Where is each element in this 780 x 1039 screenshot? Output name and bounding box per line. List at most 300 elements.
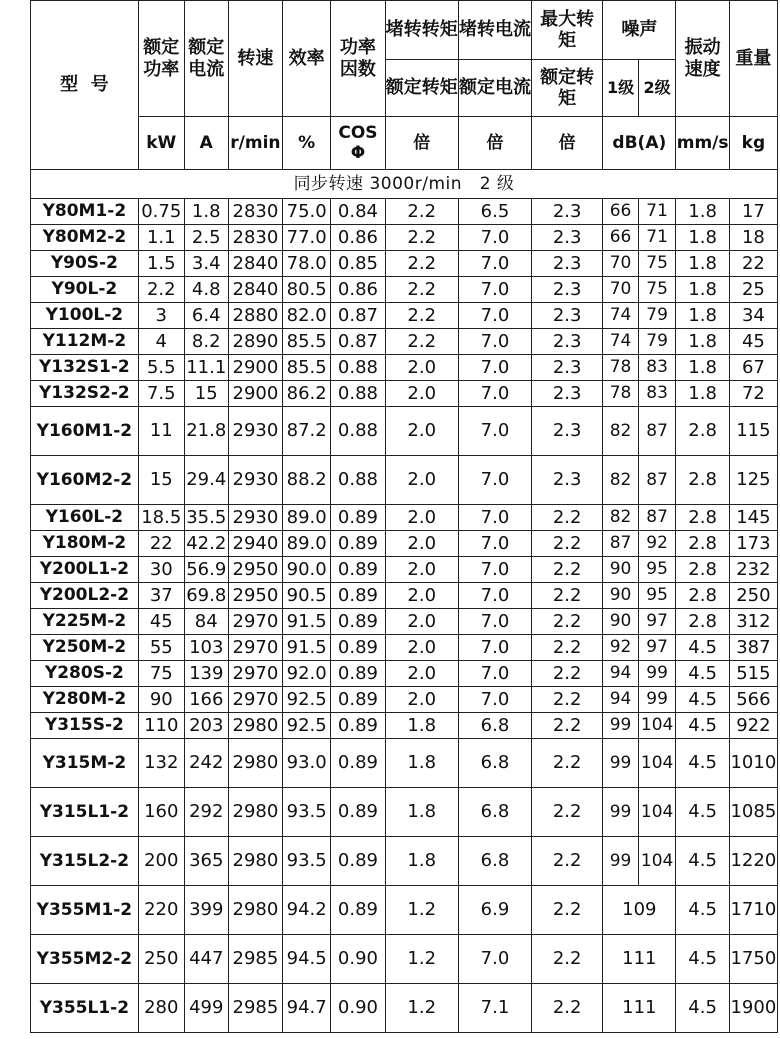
cell-vibration: 1.8 [676,199,729,225]
cell-power: 220 [138,886,184,935]
cell-efficiency: 78.0 [283,251,331,277]
cell-vibration: 2.8 [676,609,729,635]
cell-speed: 2980 [228,886,282,935]
cell-power: 11 [138,407,184,456]
cell-speed: 2970 [228,609,282,635]
cell-weight: 515 [729,661,777,687]
cell-weight: 1220 [729,837,777,886]
cell-weight: 1010 [729,739,777,788]
cell-power-factor: 0.90 [331,984,385,1033]
table-row [31,984,778,1033]
cell-vibration: 2.8 [676,583,729,609]
cell-max-torque: 2.3 [532,277,603,303]
cell-power-factor: 0.90 [331,935,385,984]
cell-speed: 2980 [228,739,282,788]
cell-locked-current: 7.0 [458,303,531,329]
cell-speed: 2950 [228,557,282,583]
cell-current: 21.8 [184,407,228,456]
cell-noise-grade-2: 75 [638,277,676,303]
cell-weight: 387 [729,635,777,661]
cell-power-factor: 0.87 [331,303,385,329]
cell-noise-grade-2: 104 [638,713,676,739]
cell-model: Y160M1-2 [31,407,139,456]
cell-locked-torque: 1.2 [385,984,458,1033]
cell-weight: 115 [729,407,777,456]
header-power-factor: 功率因数 [331,1,385,117]
cell-locked-torque: 2.0 [385,557,458,583]
cell-current: 29.4 [184,456,228,505]
cell-max-torque: 2.2 [532,984,603,1033]
cell-current: 1.8 [184,199,228,225]
cell-noise-grade-1: 99 [603,713,639,739]
cell-model: Y280M-2 [31,687,139,713]
table-row [31,557,778,583]
cell-power-factor: 0.89 [331,713,385,739]
cell-power: 75 [138,661,184,687]
cell-locked-torque: 2.0 [385,661,458,687]
cell-speed: 2970 [228,635,282,661]
cell-power-factor: 0.88 [331,355,385,381]
cell-efficiency: 85.5 [283,329,331,355]
cell-vibration: 1.8 [676,251,729,277]
cell-power-factor: 0.89 [331,609,385,635]
cell-efficiency: 90.0 [283,557,331,583]
cell-noise-grade-1: 82 [603,407,639,456]
cell-weight: 17 [729,199,777,225]
cell-model: Y90S-2 [31,251,139,277]
cell-efficiency: 89.0 [283,531,331,557]
cell-speed: 2970 [228,661,282,687]
cell-locked-current: 7.1 [458,984,531,1033]
cell-speed: 2890 [228,329,282,355]
cell-noise-grade-1: 66 [603,225,639,251]
header-speed: 转速 [228,1,282,117]
header-model: 型 号 [31,1,139,170]
cell-noise-grade-2: 75 [638,251,676,277]
cell-locked-current: 7.0 [458,355,531,381]
unit-speed: r/min [228,117,282,170]
cell-locked-torque: 1.8 [385,837,458,886]
unit-power: kW [138,117,184,170]
cell-max-torque: 2.3 [532,329,603,355]
cell-vibration: 2.8 [676,407,729,456]
cell-noise-grade-1: 74 [603,329,639,355]
cell-power: 45 [138,609,184,635]
table-row [31,251,778,277]
cell-efficiency: 88.2 [283,456,331,505]
cell-noise-grade-2: 104 [638,739,676,788]
cell-locked-current: 6.8 [458,837,531,886]
table-row [31,886,778,935]
cell-efficiency: 80.5 [283,277,331,303]
table-body [31,170,778,1033]
cell-power-factor: 0.89 [331,531,385,557]
cell-power: 1.1 [138,225,184,251]
cell-max-torque: 2.2 [532,583,603,609]
cell-speed: 2900 [228,355,282,381]
cell-power-factor: 0.88 [331,407,385,456]
cell-speed: 2985 [228,984,282,1033]
cell-noise-grade-1: 92 [603,635,639,661]
cell-model: Y160M2-2 [31,456,139,505]
cell-vibration: 1.8 [676,381,729,407]
cell-speed: 2930 [228,505,282,531]
unit-vibration: mm/s [676,117,729,170]
cell-power-factor: 0.87 [331,329,385,355]
cell-noise-grade-2: 71 [638,199,676,225]
cell-current: 2.5 [184,225,228,251]
cell-model: Y132S1-2 [31,355,139,381]
cell-power: 15 [138,456,184,505]
cell-max-torque: 2.3 [532,225,603,251]
cell-max-torque: 2.2 [532,788,603,837]
cell-noise-grade-1: 99 [603,739,639,788]
cell-locked-torque: 1.8 [385,788,458,837]
cell-locked-torque: 2.0 [385,456,458,505]
cell-power-factor: 0.89 [331,687,385,713]
header-weight: 重量 [729,1,777,117]
header-ratio-max: 额定转矩 [532,60,603,117]
cell-noise-grade-1: 78 [603,381,639,407]
cell-locked-torque: 2.2 [385,329,458,355]
table-row [31,687,778,713]
cell-locked-torque: 2.0 [385,531,458,557]
table-row [31,583,778,609]
cell-efficiency: 91.5 [283,609,331,635]
table-row [31,199,778,225]
cell-noise-grade-1: 90 [603,583,639,609]
cell-max-torque: 2.2 [532,635,603,661]
cell-power-factor: 0.89 [331,837,385,886]
table-row [31,635,778,661]
cell-max-torque: 2.2 [532,557,603,583]
cell-vibration: 1.8 [676,303,729,329]
header-ratio-current: 额定电流 [458,60,531,117]
cell-max-torque: 2.3 [532,251,603,277]
cell-weight: 22 [729,251,777,277]
cell-weight: 1900 [729,984,777,1033]
cell-vibration: 4.5 [676,984,729,1033]
cell-max-torque: 2.2 [532,935,603,984]
cell-efficiency: 94.2 [283,886,331,935]
cell-locked-current: 7.0 [458,225,531,251]
cell-locked-current: 7.0 [458,661,531,687]
cell-locked-torque: 2.0 [385,505,458,531]
cell-locked-current: 7.0 [458,329,531,355]
cell-locked-current: 7.0 [458,687,531,713]
cell-vibration: 1.8 [676,355,729,381]
cell-max-torque: 2.3 [532,407,603,456]
table-row [31,609,778,635]
table-row [31,713,778,739]
unit-locked-current: 倍 [458,117,531,170]
table-row [31,505,778,531]
cell-speed: 2930 [228,456,282,505]
cell-model: Y200L1-2 [31,557,139,583]
cell-model: Y225M-2 [31,609,139,635]
cell-noise-grade-2: 104 [638,788,676,837]
cell-power-factor: 0.89 [331,583,385,609]
cell-speed: 2930 [228,407,282,456]
cell-efficiency: 75.0 [283,199,331,225]
cell-model: Y355L1-2 [31,984,139,1033]
cell-locked-torque: 2.2 [385,303,458,329]
table-row [31,456,778,505]
cell-noise-grade-1: 94 [603,687,639,713]
cell-locked-current: 7.0 [458,635,531,661]
cell-locked-current: 6.9 [458,886,531,935]
cell-weight: 45 [729,329,777,355]
cell-weight: 72 [729,381,777,407]
unit-weight: kg [729,117,777,170]
cell-weight: 250 [729,583,777,609]
cell-current: 35.5 [184,505,228,531]
cell-locked-current: 6.8 [458,739,531,788]
cell-max-torque: 2.2 [532,837,603,886]
cell-locked-current: 7.0 [458,531,531,557]
cell-max-torque: 2.2 [532,505,603,531]
cell-current: 69.8 [184,583,228,609]
cell-power: 3 [138,303,184,329]
cell-power: 37 [138,583,184,609]
cell-current: 499 [184,984,228,1033]
cell-noise: 111 [603,984,676,1033]
cell-max-torque: 2.2 [532,531,603,557]
table-row [31,407,778,456]
table-row [31,531,778,557]
cell-current: 103 [184,635,228,661]
cell-speed: 2880 [228,303,282,329]
cell-max-torque: 2.2 [532,661,603,687]
cell-vibration: 4.5 [676,687,729,713]
cell-speed: 2985 [228,935,282,984]
cell-locked-torque: 2.0 [385,355,458,381]
cell-power: 55 [138,635,184,661]
cell-noise-grade-1: 82 [603,505,639,531]
header-efficiency: 效率 [283,1,331,117]
cell-power: 2.2 [138,277,184,303]
motor-spec-table [30,0,778,1033]
cell-weight: 145 [729,505,777,531]
cell-current: 292 [184,788,228,837]
cell-noise-grade-1: 70 [603,251,639,277]
cell-efficiency: 94.7 [283,984,331,1033]
cell-noise-grade-1: 66 [603,199,639,225]
section-label: 同步转速 3000r/min 2 级 [31,170,778,199]
cell-locked-torque: 2.2 [385,225,458,251]
cell-noise-grade-2: 104 [638,837,676,886]
cell-power: 1.5 [138,251,184,277]
cell-locked-current: 7.0 [458,557,531,583]
header-ratio-torque: 额定转矩 [385,60,458,117]
cell-noise-grade-2: 83 [638,381,676,407]
cell-model: Y200L2-2 [31,583,139,609]
cell-efficiency: 92.5 [283,687,331,713]
cell-current: 166 [184,687,228,713]
cell-power: 200 [138,837,184,886]
cell-power-factor: 0.89 [331,635,385,661]
cell-current: 447 [184,935,228,984]
cell-noise-grade-1: 99 [603,788,639,837]
cell-locked-torque: 2.0 [385,583,458,609]
cell-model: Y112M-2 [31,329,139,355]
cell-current: 84 [184,609,228,635]
cell-speed: 2940 [228,531,282,557]
cell-noise-grade-2: 71 [638,225,676,251]
cell-power: 250 [138,935,184,984]
cell-vibration: 4.5 [676,837,729,886]
table-row [31,837,778,886]
cell-power-factor: 0.88 [331,381,385,407]
header-noise: 噪声 [603,1,676,60]
cell-noise-grade-2: 83 [638,355,676,381]
cell-locked-current: 6.8 [458,788,531,837]
cell-model: Y315S-2 [31,713,139,739]
cell-efficiency: 92.5 [283,713,331,739]
cell-noise-grade-1: 70 [603,277,639,303]
cell-efficiency: 86.2 [283,381,331,407]
cell-power: 30 [138,557,184,583]
cell-model: Y315L1-2 [31,788,139,837]
cell-power-factor: 0.89 [331,661,385,687]
table-row [31,355,778,381]
cell-speed: 2980 [228,837,282,886]
cell-efficiency: 91.5 [283,635,331,661]
cell-efficiency: 94.5 [283,935,331,984]
cell-vibration: 2.8 [676,505,729,531]
table-row [31,935,778,984]
cell-vibration: 2.8 [676,456,729,505]
cell-vibration: 1.8 [676,225,729,251]
cell-efficiency: 87.2 [283,407,331,456]
cell-noise-grade-2: 97 [638,609,676,635]
cell-noise-grade-2: 79 [638,303,676,329]
table-row [31,303,778,329]
cell-weight: 18 [729,225,777,251]
cell-locked-current: 7.0 [458,583,531,609]
cell-noise-grade-1: 99 [603,837,639,886]
table-row [31,225,778,251]
cell-power-factor: 0.86 [331,277,385,303]
cell-power: 0.75 [138,199,184,225]
header-max-torque: 最大转矩 [532,1,603,60]
header-current: 额定电流 [184,1,228,117]
cell-speed: 2970 [228,687,282,713]
cell-efficiency: 92.0 [283,661,331,687]
table-header [31,1,778,170]
cell-model: Y90L-2 [31,277,139,303]
cell-speed: 2980 [228,713,282,739]
cell-max-torque: 2.2 [532,687,603,713]
cell-max-torque: 2.3 [532,456,603,505]
cell-power: 4 [138,329,184,355]
unit-efficiency: % [283,117,331,170]
cell-power: 90 [138,687,184,713]
cell-max-torque: 2.2 [532,713,603,739]
cell-current: 3.4 [184,251,228,277]
cell-model: Y250M-2 [31,635,139,661]
unit-locked-torque: 倍 [385,117,458,170]
cell-power-factor: 0.84 [331,199,385,225]
header-power: 额定功率 [138,1,184,117]
cell-weight: 125 [729,456,777,505]
table-row [31,739,778,788]
cell-locked-torque: 2.2 [385,199,458,225]
cell-noise-grade-1: 87 [603,531,639,557]
cell-current: 399 [184,886,228,935]
cell-efficiency: 89.0 [283,505,331,531]
cell-locked-current: 7.0 [458,609,531,635]
cell-power-factor: 0.89 [331,739,385,788]
header-noise-grade-1: 1级 [603,60,639,117]
cell-efficiency: 90.5 [283,583,331,609]
cell-model: Y280S-2 [31,661,139,687]
cell-noise-grade-1: 74 [603,303,639,329]
unit-current: A [184,117,228,170]
cell-locked-torque: 1.2 [385,886,458,935]
cell-locked-current: 7.0 [458,277,531,303]
cell-max-torque: 2.3 [532,381,603,407]
header-noise-grade-2: 2级 [638,60,676,117]
cell-model: Y100L-2 [31,303,139,329]
cell-noise-grade-2: 87 [638,505,676,531]
cell-efficiency: 85.5 [283,355,331,381]
cell-model: Y355M2-2 [31,935,139,984]
cell-power: 22 [138,531,184,557]
cell-power: 5.5 [138,355,184,381]
cell-locked-current: 6.8 [458,713,531,739]
cell-noise-grade-2: 95 [638,583,676,609]
cell-noise-grade-2: 97 [638,635,676,661]
cell-efficiency: 77.0 [283,225,331,251]
table-row [31,277,778,303]
cell-weight: 232 [729,557,777,583]
cell-noise-grade-2: 99 [638,687,676,713]
cell-weight: 312 [729,609,777,635]
cell-current: 4.8 [184,277,228,303]
cell-vibration: 4.5 [676,635,729,661]
cell-weight: 1085 [729,788,777,837]
cell-power: 110 [138,713,184,739]
cell-locked-current: 7.0 [458,381,531,407]
cell-vibration: 4.5 [676,713,729,739]
cell-locked-current: 7.0 [458,407,531,456]
cell-current: 6.4 [184,303,228,329]
cell-locked-torque: 2.0 [385,609,458,635]
cell-model: Y80M2-2 [31,225,139,251]
cell-vibration: 1.8 [676,277,729,303]
cell-model: Y180M-2 [31,531,139,557]
unit-max-torque: 倍 [532,117,603,170]
cell-vibration: 4.5 [676,886,729,935]
cell-noise-grade-1: 82 [603,456,639,505]
cell-current: 139 [184,661,228,687]
cell-max-torque: 2.2 [532,886,603,935]
cell-current: 8.2 [184,329,228,355]
cell-power-factor: 0.89 [331,505,385,531]
cell-locked-torque: 2.0 [385,687,458,713]
cell-vibration: 4.5 [676,788,729,837]
cell-noise-grade-2: 87 [638,407,676,456]
cell-current: 56.9 [184,557,228,583]
cell-power: 7.5 [138,381,184,407]
cell-locked-torque: 1.8 [385,713,458,739]
cell-model: Y132S2-2 [31,381,139,407]
cell-vibration: 4.5 [676,661,729,687]
cell-locked-current: 7.0 [458,505,531,531]
cell-locked-current: 6.5 [458,199,531,225]
cell-speed: 2840 [228,277,282,303]
